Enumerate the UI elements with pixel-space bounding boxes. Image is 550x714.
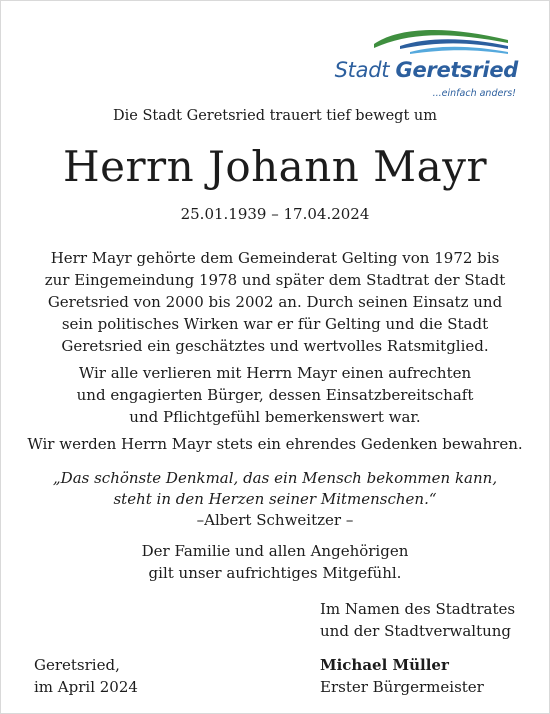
text-line: und der Stadtverwaltung — [320, 622, 512, 640]
wave-icon — [370, 28, 510, 58]
logo-tagline: ...einfach anders! — [432, 88, 516, 99]
signer-block — [320, 654, 484, 698]
quote-author: –Albert Schweitzer – — [196, 511, 354, 529]
text-line: und Pflichtgefühl bemerkenswert war. — [129, 408, 421, 426]
text-line: und engagierten Bürger, dessen Einsatzbereitschaft — [76, 386, 474, 404]
signer-name: Michael Müller — [320, 656, 449, 674]
text-line: Der Familie und allen Angehörigen — [141, 542, 409, 560]
deceased-name: Herrn Johann Mayr — [62, 142, 488, 191]
text-line: Wir alle verlieren mit Herrn Mayr einen aufrechten — [78, 364, 472, 382]
text-line: Im Namen des Stadtrates — [320, 600, 516, 618]
text-line: Geretsried ein geschätztes und wertvolles Ratsmitglied. — [61, 337, 489, 355]
city-logo — [330, 28, 530, 103]
text-line: zur Eingemeindung 1978 und später dem Stadtrat der Stadt — [44, 271, 506, 289]
text-line: Geretsried von 2000 bis 2002 an. Durch seinen Einsatz und — [47, 293, 503, 311]
signers-intro — [320, 598, 515, 642]
place-month: im April 2024 — [34, 678, 138, 696]
place-city: Geretsried, — [34, 656, 120, 674]
paragraph-career — [0, 247, 550, 357]
quote-line: steht in den Herzen seiner Mitmenschen.“ — [113, 490, 437, 508]
text-line: Herr Mayr gehörte dem Gemeinderat Gelting von 1972 bis — [50, 249, 500, 267]
quote-line: „Das schönste Denkmal, das ein Mensch bekommen kann, — [52, 469, 498, 487]
condolence-block — [0, 540, 550, 584]
text-line: gilt unser aufrichtiges Mitgefühl. — [148, 564, 402, 582]
signer-title: Erster Bürgermeister — [320, 678, 484, 696]
life-dates: 25.01.1939 – 17.04.2024 — [180, 205, 370, 223]
intro-line: Die Stadt Geretsried trauert tief bewegt um — [113, 108, 437, 124]
place-date — [34, 654, 138, 698]
text-line: sein politisches Wirken war er für Gelting und die Stadt — [61, 315, 489, 333]
logo-wordmark: Stadt Geretsried — [334, 58, 518, 82]
quote-block — [0, 468, 550, 531]
paragraph-tribute — [0, 362, 550, 428]
text-line: Wir werden Herrn Mayr stets ein ehrendes Gedenken bewahren. — [27, 435, 523, 453]
paragraph-remembrance — [0, 433, 550, 455]
